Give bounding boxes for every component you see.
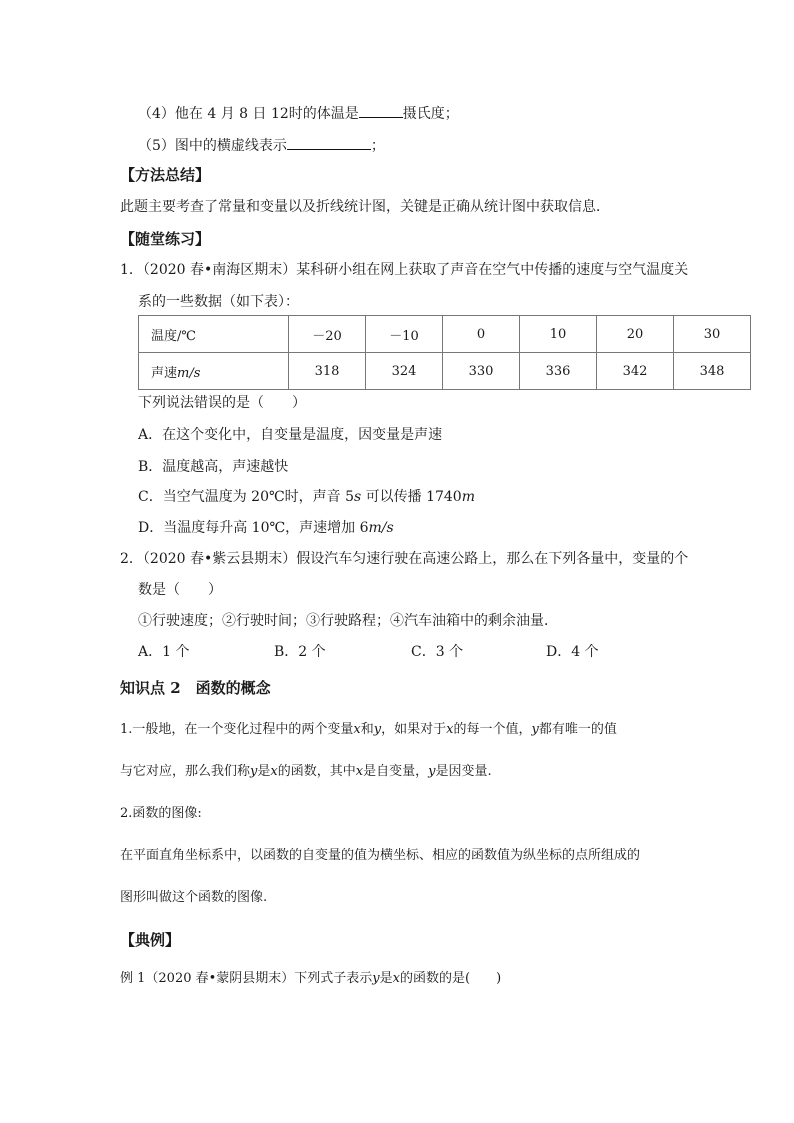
var-x: x <box>353 722 361 737</box>
definition-text: 的函数，其中 <box>277 764 356 779</box>
problem-1-line2: 系的一些数据（如下表）： <box>138 294 299 310</box>
var-x: x <box>446 722 454 737</box>
speed-unit: m/s <box>177 365 201 381</box>
definition-text: ，如果对于 <box>381 722 447 737</box>
table-cell: －20 <box>289 316 366 353</box>
answer-blank-5[interactable] <box>287 135 371 150</box>
table-cell: 30 <box>674 316 751 353</box>
definition-text: 与它对应，那么我们称 <box>120 764 251 779</box>
option-c-unit-m: m <box>461 489 475 505</box>
table-cell: 324 <box>366 353 443 390</box>
problem-2-option-c[interactable]: C．3 个 <box>411 644 464 660</box>
definition-text: 是自变量， <box>363 764 429 779</box>
problem-1-option-c[interactable] <box>138 487 475 507</box>
question-4 <box>138 103 459 124</box>
graph-line2: 图形叫做这个函数的图像. <box>120 890 268 905</box>
definition-text: 的每一个值， <box>453 722 532 737</box>
table-cell: 330 <box>443 353 520 390</box>
graph-line1: 在平面直角坐标系中，以函数的自变量的值为横坐标、相应的函数值为纵坐标的点所组成的 <box>120 848 641 863</box>
graph-title: 2.函数的图像: <box>120 806 202 821</box>
option-d-unit: m/s <box>368 520 394 536</box>
example-text: 是 <box>379 971 393 986</box>
var-y: y <box>428 764 436 779</box>
var-x: x <box>355 764 364 779</box>
definition-line2 <box>120 762 492 782</box>
table-cell: 348 <box>674 353 751 390</box>
table-cell: 20 <box>597 316 674 353</box>
definition-text: 1.一般地，在一个变化过程中的两个变量 <box>120 722 354 737</box>
table-header-temperature: 温度/℃ <box>139 316 289 353</box>
definition-text: 都有唯一的值 <box>538 722 617 737</box>
table-cell: 10 <box>520 316 597 353</box>
problem-1-question: 下列说法错误的是（ ） <box>138 395 306 411</box>
problem-1-option-d[interactable] <box>138 518 394 538</box>
table-header-speed <box>139 353 289 390</box>
problem-1-option-a[interactable]: A．在这个变化中，自变量是温度，因变量是声速 <box>138 427 443 443</box>
problem-2-option-d[interactable]: D．4 个 <box>546 644 599 660</box>
table-cell: 0 <box>443 316 520 353</box>
problem-2-line1: 2．（2020 春•紫云县期末）假设汽车匀速行驶在高速公路上，那么在下列各量中，变量的个 <box>120 551 689 567</box>
example-text: 例 1（2020 春•蒙阴县期末）下列式子表示 <box>120 971 373 986</box>
question-5 <box>138 135 385 156</box>
var-y: y <box>250 764 258 779</box>
problem-1-line1: 1．（2020 春•南海区期末）某科研小组在网上获取了声音在空气中传播的速度与空气温度关 <box>120 262 689 278</box>
question-5-end: ； <box>370 138 385 154</box>
var-x: x <box>392 971 401 986</box>
example-heading: 【典例】 <box>120 931 181 949</box>
table-cell: －10 <box>366 316 443 353</box>
problem-2-option-a[interactable]: A．1 个 <box>138 644 190 660</box>
method-heading: 【方法总结】 <box>120 166 211 184</box>
table-row <box>139 353 751 390</box>
table-cell: 342 <box>597 353 674 390</box>
problem-1-option-b[interactable]: B．温度越高，声速越快 <box>138 459 289 475</box>
var-x: x <box>270 764 278 779</box>
example-text: 的函数的是( ) <box>400 971 502 986</box>
option-c-text-2: 可以传播 1740 <box>361 489 462 505</box>
var-y: y <box>373 722 382 737</box>
option-c-text: C．当空气温度为 20℃时，声音 5 <box>138 489 354 505</box>
table-cell: 318 <box>289 353 366 390</box>
problem-2-option-b[interactable]: B．2 个 <box>274 644 326 660</box>
practice-heading: 【随堂练习】 <box>120 230 211 248</box>
option-d-text: D．当温度每升高 10℃，声速增加 6 <box>138 520 369 536</box>
method-body: 此题主要考查了常量和变量以及折线统计图，关键是正确从统计图中获取信息． <box>120 199 610 215</box>
example-1 <box>120 969 501 989</box>
answer-blank-4[interactable] <box>359 103 403 118</box>
definition-and: 和 <box>360 722 374 737</box>
question-4-unit: 摄氏度； <box>402 106 459 122</box>
problem-2-items: ①行驶速度；②行驶时间；③行驶路程；④汽车油箱中的剩余油量． <box>138 613 558 629</box>
question-5-text: （5）图中的横虚线表示 <box>138 138 287 154</box>
option-c-unit-s: s <box>354 489 362 505</box>
definition-text: 是因变量. <box>435 764 492 779</box>
table-cell: 336 <box>520 353 597 390</box>
knowledge-point-heading: 知识点 2 函数的概念 <box>120 679 271 697</box>
definition-line1 <box>120 720 617 740</box>
speed-temperature-table <box>138 315 751 390</box>
var-y: y <box>531 722 539 737</box>
table-row <box>139 316 751 353</box>
speed-label: 声速 <box>151 365 178 381</box>
definition-text: 是 <box>257 764 271 779</box>
question-4-text: （4）他在 4 月 8 日 12时的体温是 <box>138 106 359 122</box>
var-y: y <box>372 971 380 986</box>
problem-2-line2: 数是（ ） <box>138 582 222 598</box>
